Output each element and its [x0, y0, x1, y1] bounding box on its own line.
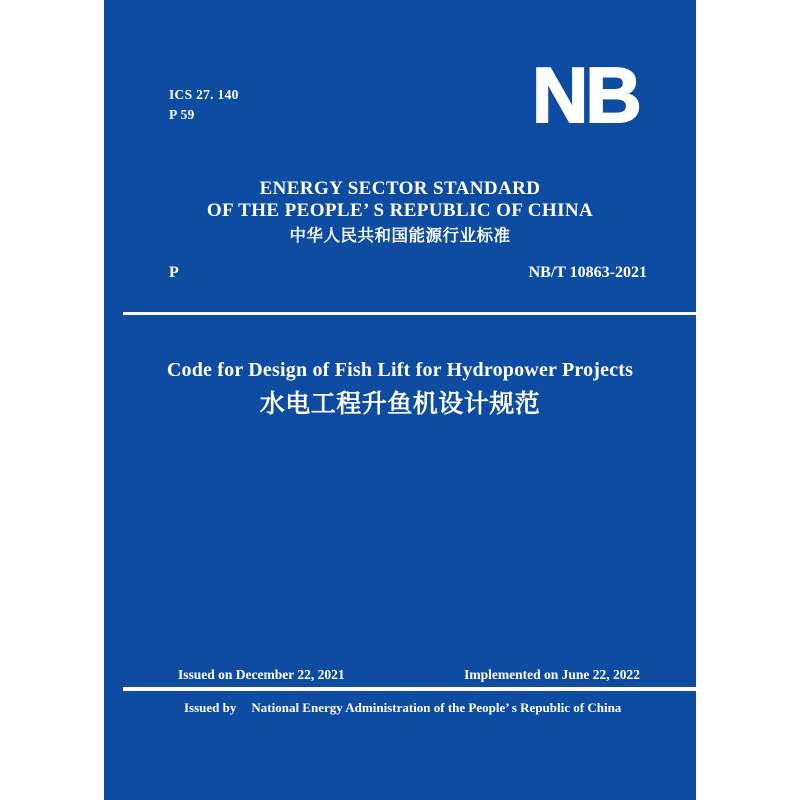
implemented-on-date: Implemented on June 22, 2022	[464, 667, 640, 682]
footer-double-rule	[123, 687, 696, 691]
classification-code: P 59	[169, 107, 195, 122]
standard-number: NB/T 10863-2021	[528, 264, 647, 281]
standard-name-cn: 中华人民共和国能源行业标准	[289, 227, 511, 245]
standard-name-en-line2: OF THE PEOPLE’ S REPUBLIC OF CHINA	[206, 200, 594, 221]
issued-on-date: Issued on December 22, 2021	[178, 667, 345, 682]
class-and-number-row	[169, 262, 647, 284]
issued-by-label: Issued by	[184, 700, 237, 715]
nb-logo: NB	[532, 51, 639, 139]
issued-by-authority: National Energy Administration of the People’ s Republic of China	[251, 700, 622, 715]
doc-class-letter: P	[169, 264, 179, 281]
dates-row	[178, 665, 640, 685]
ics-classification-block	[169, 85, 239, 125]
ics-code: ICS 27. 140	[169, 87, 239, 102]
standard-cover-panel	[104, 0, 696, 800]
title-chinese: 水电工程升鱼机设计规范	[259, 390, 541, 418]
standard-name-en-line1: ENERGY SECTOR STANDARD	[259, 178, 541, 199]
title-english: Code for Design of Fish Lift for Hydropower Projects	[166, 359, 634, 381]
header-rule	[123, 312, 696, 315]
issued-by-row	[184, 698, 676, 718]
